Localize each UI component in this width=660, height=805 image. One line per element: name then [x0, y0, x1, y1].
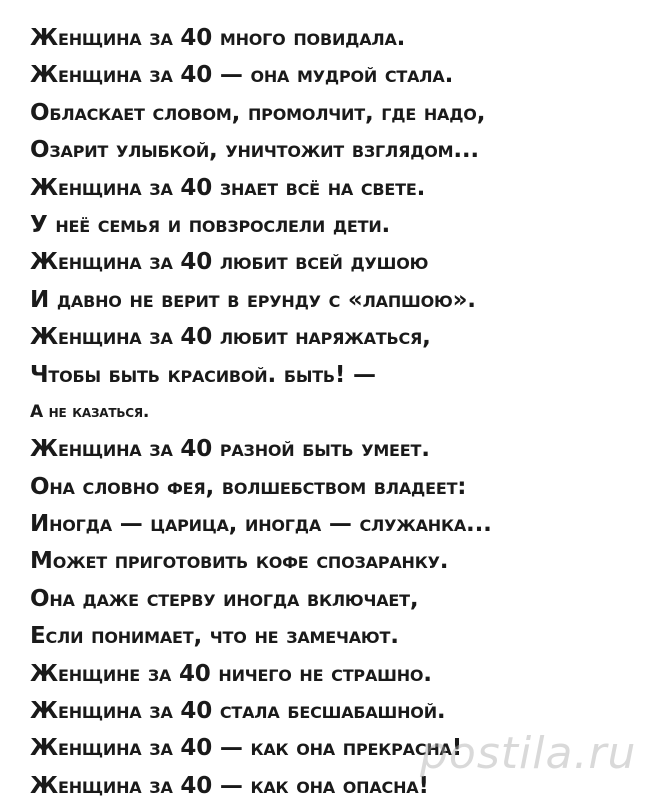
poem-line: И давно не верит в ерунду с «лапшою». [30, 286, 476, 313]
poem-line: А не казаться. [30, 401, 150, 422]
poem-line: Обласкает словом, промолчит, где надо, [30, 99, 486, 126]
poem-line: Иногда — царица, иногда — служанка... [30, 511, 492, 538]
poem-line: Женщине за 40 ничего не страшно. [30, 660, 432, 687]
poem-line: Может приготовить кофе спозаранку. [30, 548, 449, 575]
poem-line: У неё семья и повзрослели дети. [30, 211, 391, 238]
poem-line: Женщина за 40 любит наряжаться, [30, 324, 431, 351]
poem-line: Женщина за 40 стала бесшабашной. [30, 698, 446, 725]
poem-line: Она даже стерву иногда включает, [30, 585, 419, 612]
poem-line: Женщина за 40 много повидала. [30, 25, 406, 51]
poem-line: Женщина за 40 — как она прекрасна! [30, 735, 463, 762]
site-watermark: postila.ru [420, 728, 637, 779]
poem-line: Если понимает, что не замечают. [30, 623, 399, 650]
poem-line: Женщина за 40 разной быть умеет. [30, 436, 430, 463]
poem-line: Озарит улыбкой, уничтожит взглядом... [30, 137, 479, 164]
poem-line: Женщина за 40 — как она опасна! [30, 772, 429, 799]
poem-line: Женщина за 40 любит всей душою [30, 249, 429, 276]
poem-line: Женщина за 40 знает всё на свете. [30, 174, 426, 201]
poem-line: Женщина за 40 — она мудрой стала. [30, 62, 454, 89]
poem-line: Чтобы быть красивой. быть! — [30, 361, 376, 388]
poem-text [30, 20, 650, 805]
poem-line: Она словно фея, волшебством владеет: [30, 473, 467, 500]
